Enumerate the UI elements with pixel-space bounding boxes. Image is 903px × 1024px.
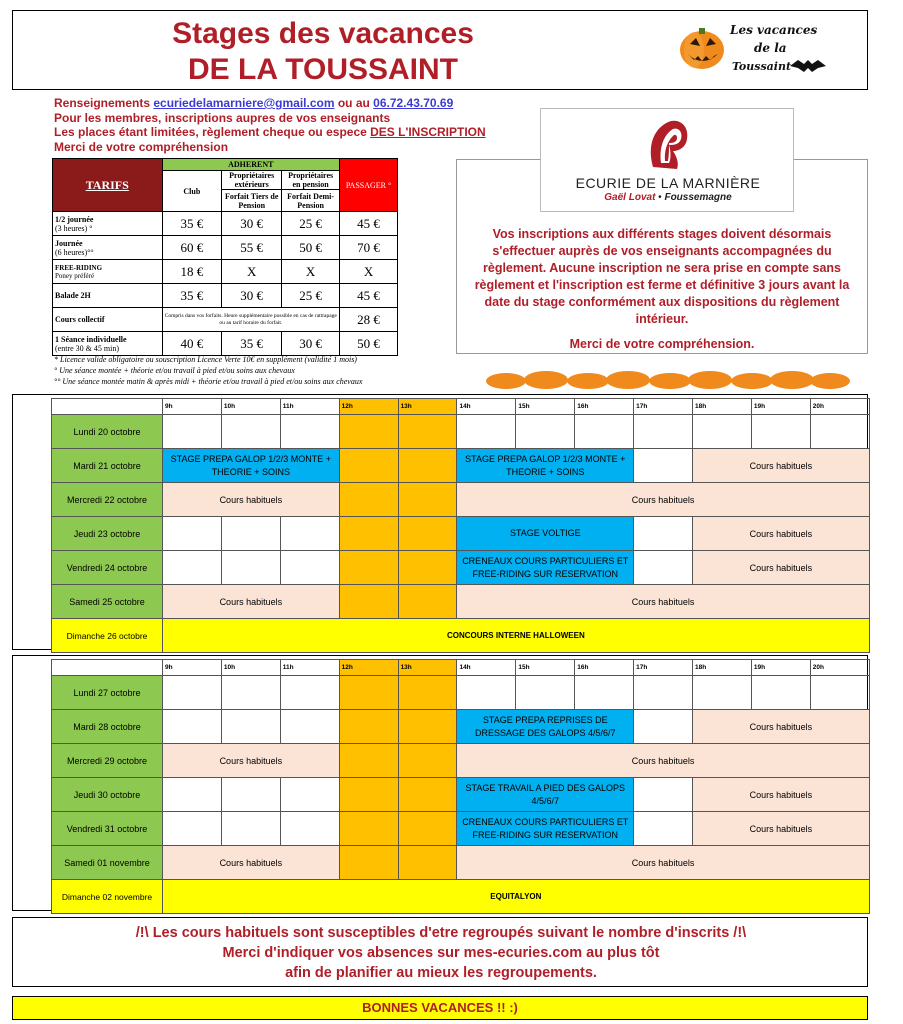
stage-dressage: STAGE PREPA REPRISES DE DRESSAGE DES GALOPS 4/5/6/7 bbox=[457, 710, 634, 744]
table-row: Samedi 25 octobre Cours habituels Cours habituels bbox=[52, 585, 870, 619]
stage-galop-afternoon: STAGE PREPA GALOP 1/2/3 MONTE + THEORIE + SOINS bbox=[457, 449, 634, 483]
table-row: 1 Séance individuelle (entre 30 & 45 min) 40 € 35 € 30 € 50 € bbox=[53, 332, 398, 356]
sub-pens: Forfait Demi-Pension bbox=[282, 190, 340, 212]
horse-head-icon bbox=[643, 117, 693, 173]
inscription-thanks: Merci de votre compréhension. bbox=[569, 337, 755, 351]
table-row: Mercredi 29 octobre Cours habituels Cours habituels bbox=[52, 744, 870, 778]
hours-header: 9h 10h 11h 12h 13h 14h 15h 16h 17h 18h 19h 20h bbox=[52, 399, 870, 415]
table-row: 1/2 journée (3 heures) ° 35 € 30 € 25 € 45 € bbox=[53, 212, 398, 236]
col-ext: Propriétaires extérieurs bbox=[222, 171, 282, 190]
schedule-week2 bbox=[12, 655, 868, 911]
stage-voltige: STAGE VOLTIGE bbox=[457, 517, 634, 551]
col-pens: Propriétaires en pension bbox=[282, 171, 340, 190]
stage-galop-morning: STAGE PREPA GALOP 1/2/3 MONTE + THEORIE + SOINS bbox=[163, 449, 340, 483]
note-3: °° Une séance montée matin & après midi + théorie et/ou travail à pied et/ou soins aux chevaux bbox=[54, 377, 363, 386]
creneaux-particuliers: CRENEAUX COURS PARTICULIERS ET FREE-RIDING SUR RESERVATION bbox=[457, 812, 634, 846]
footer-notice-box bbox=[12, 917, 868, 987]
note-1: * Licence valide obligatoire ou souscription Licence Verte 10€ en supplément (validité 1 mois) bbox=[54, 355, 357, 364]
table-row: Lundi 27 octobre bbox=[52, 676, 870, 710]
logo-sub1: Gaël Lovat bbox=[604, 192, 656, 203]
footer-line1: /!\ Les cours habituels sont susceptibles d'etre regroupés suivant le nombre d'inscrits /!\ bbox=[135, 925, 747, 941]
pumpkin-row-icon bbox=[486, 370, 850, 390]
info-line-members: Pour les membres, inscriptions aupres de vos enseignants bbox=[54, 111, 391, 125]
table-row: Lundi 20 octobre bbox=[52, 415, 870, 449]
tarifs-title: TARIFS bbox=[53, 159, 163, 212]
table-row: Jeudi 30 octobre STAGE TRAVAIL A PIED DES GALOPS 4/5/6/7 Cours habituels bbox=[52, 778, 870, 812]
note-2: ° Une séance montée + théorie et/ou travail à pied et/ou soins aux chevaux bbox=[54, 366, 295, 375]
svg-text:Les vacances: Les vacances bbox=[730, 23, 818, 37]
table-row: Mardi 21 octobre STAGE PREPA GALOP 1/2/3 MONTE + THEORIE + SOINS STAGE PREPA GALOP 1/2/3 MONTE + THEORIE + SOINS Cours habituels bbox=[52, 449, 870, 483]
stage-travail-a-pied: STAGE TRAVAIL A PIED DES GALOPS 4/5/6/7 bbox=[457, 778, 634, 812]
svg-text:de la: de la bbox=[754, 41, 787, 55]
page-title-line1: Stages des vacances bbox=[172, 17, 474, 50]
footer-line3: afin de planifier au mieux les regroupements. bbox=[285, 965, 597, 981]
table-row: Mercredi 22 octobre Cours habituels Cours habituels bbox=[52, 483, 870, 517]
sub-ext: Forfait Tiers de Pension bbox=[222, 190, 282, 212]
logo-sub2: Foussemagne bbox=[664, 192, 732, 203]
table-row: Vendredi 31 octobre CRENEAUX COURS PARTICULIERS ET FREE-RIDING SUR RESERVATION Cours habituels bbox=[52, 812, 870, 846]
info-line-contact: Renseignements ecuriedelamarniere@gmail.com ou au 06.72.43.70.69 bbox=[54, 96, 454, 110]
table-row: FREE-RIDING Poney préféré 18 € X X X bbox=[53, 260, 398, 284]
table-row: Dimanche 26 octobre CONCOURS INTERNE HALLOWEEN bbox=[52, 619, 870, 653]
table-row: Mardi 28 octobre STAGE PREPA REPRISES DE DRESSAGE DES GALOPS 4/5/6/7 Cours habituels bbox=[52, 710, 870, 744]
email-link[interactable]: ecuriedelamarniere@gmail.com bbox=[153, 96, 335, 110]
adherent-header: ADHERENT bbox=[162, 159, 340, 171]
phone-link[interactable]: 06.72.43.70.69 bbox=[373, 96, 454, 110]
schedule-week1 bbox=[12, 394, 868, 650]
table-row: Journée (6 heures)°° 60 € 55 € 50 € 70 € bbox=[53, 236, 398, 260]
halloween-pumpkin-bat-icon bbox=[672, 14, 832, 80]
ecurie-logo: ECURIE DE LA MARNIÈRE Gaël Lovat • Foussemagne bbox=[540, 108, 794, 212]
info-line-thanks: Merci de votre compréhension bbox=[54, 140, 229, 154]
footer-line2: Merci d'indiquer vos absences sur mes-ecuries.com au plus tôt bbox=[222, 945, 660, 961]
creneaux-particuliers: CRENEAUX COURS PARTICULIERS ET FREE-RIDING SUR RESERVATION bbox=[457, 551, 634, 585]
concours-halloween: CONCOURS INTERNE HALLOWEEN bbox=[163, 619, 870, 653]
svg-text:Toussaint: Toussaint bbox=[732, 60, 792, 73]
inscription-message: Vos inscriptions aux différents stages doivent désormais s'effectuer auprès de vos enseignants accompagnées du règlement. Aucune inscription ne sera prise en compte sans règlement et l'inscription est ferme et définitive 3 jours avant la date du stage conformément aux dispositions du règlement intérieur. bbox=[474, 227, 850, 326]
table-row: Vendredi 24 octobre CRENEAUX COURS PARTICULIERS ET FREE-RIDING SUR RESERVATION Cours habituels bbox=[52, 551, 870, 585]
info-line-payment: Les places étant limitées, règlement cheque ou espece DES L'INSCRIPTION bbox=[54, 125, 486, 139]
logo-name: ECURIE DE LA MARNIÈRE bbox=[575, 175, 761, 191]
table-row: Balade 2H 35 € 30 € 25 € 45 € bbox=[53, 284, 398, 308]
table-row: Samedi 01 novembre Cours habituels Cours habituels bbox=[52, 846, 870, 880]
page-title-line2: DE LA TOUSSAINT bbox=[187, 53, 458, 86]
table-row: Dimanche 02 novembre EQUITALYON bbox=[52, 880, 870, 914]
bonnes-vacances-banner: BONNES VACANCES !! :) bbox=[12, 996, 868, 1020]
table-row: Cours collectif Compris dans vos forfaits. Heure supplémentaire possible en cas de rattrapage ou au tarif horaire du forfait. 28 € bbox=[53, 308, 398, 332]
col-club: Club bbox=[162, 171, 222, 212]
passager-header: PASSAGER ° bbox=[340, 159, 398, 212]
table-row: Jeudi 23 octobre STAGE VOLTIGE Cours habituels bbox=[52, 517, 870, 551]
equitalyon: EQUITALYON bbox=[163, 880, 870, 914]
tarifs-table bbox=[52, 158, 398, 356]
hours-header: 9h 10h 11h 12h 13h 14h 15h 16h 17h 18h 19h 20h bbox=[52, 660, 870, 676]
